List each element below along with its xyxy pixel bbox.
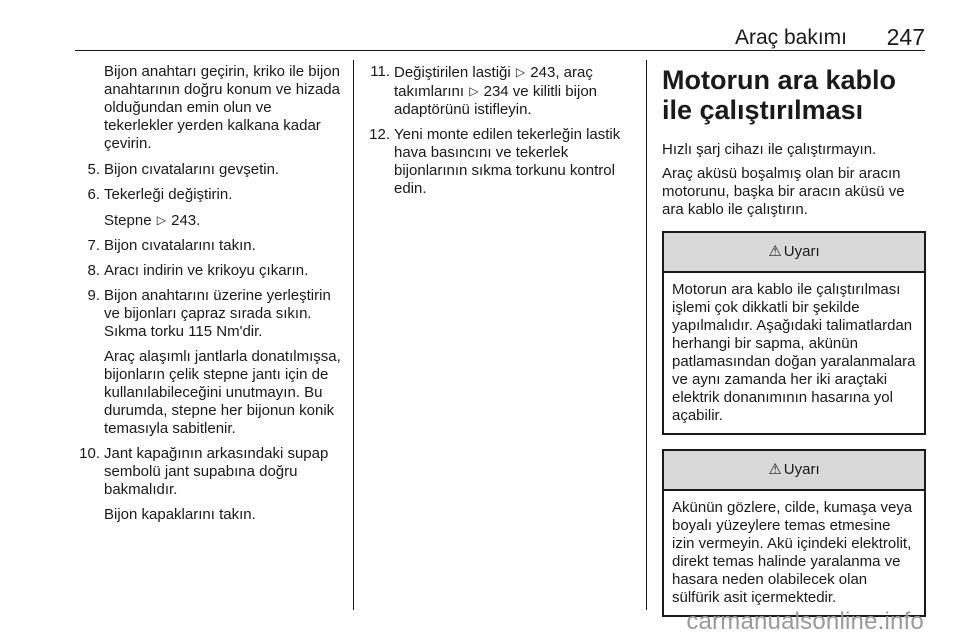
list-item xyxy=(70,237,342,255)
step-text xyxy=(394,63,636,119)
watermark: carmanualsonline.info xyxy=(686,608,924,635)
step-text-part: Değiştirilen lastiği xyxy=(394,64,511,81)
section-heading: Motorun ara kablo ile çalıştırılması xyxy=(662,65,897,125)
warning-title: Uyarı xyxy=(783,461,820,478)
page-reference-icon[interactable]: ▷ xyxy=(515,65,526,79)
warning-triangle-icon: ⚠ xyxy=(768,461,782,478)
warning-header xyxy=(664,451,924,491)
middle-column xyxy=(360,63,636,198)
warning-box xyxy=(662,231,926,435)
step-note: Bijon kapaklarını takın. xyxy=(104,506,256,523)
step-text: Bijon anahtarını üzerine yerleştirin ve bijonları çapraz sırada sıkın. Sıkma torku 115 Nm'dir. xyxy=(104,287,331,340)
step-text: Yeni monte edilen tekerleğin lastik hava basıncını ve tekerlek bijonlarının sıkma torkunu kontrol edin. xyxy=(394,126,621,197)
step-text: Bijon cıvatalarını takın. xyxy=(104,237,256,254)
list-item xyxy=(70,262,342,280)
column-divider-1 xyxy=(353,60,354,610)
page-reference-icon[interactable]: ▷ xyxy=(156,213,166,227)
step-number: 11. xyxy=(370,63,390,80)
page-header xyxy=(75,20,925,50)
page-reference-icon[interactable]: ▷ xyxy=(469,84,479,98)
step-note: Araç alaşımlı jantlarla donatılmışsa, bijonların çelik stepne jantı için de kullanılabileceğini unutmayın. Bu durumda, stepne her bijonun konik temasıyla sabitlenir. xyxy=(104,348,341,437)
right-column xyxy=(662,63,926,617)
paragraph: Araç aküsü boşalmış olan bir aracın motorunu, başka bir aracın aküsü ve ara kablo ile çalıştırın. xyxy=(662,165,905,218)
step-number: 12. xyxy=(369,126,390,143)
warning-header xyxy=(664,233,924,273)
warning-body: Akünün gözlere, cilde, kumaşa veya boyalı yüzeylere temas etmesine izin vermeyin. Akü içindeki elektrolit, direkt temas halinde yaralanma ve hasara neden olabilecek olan sülfürik asit içermektedir. xyxy=(672,499,913,606)
warning-box xyxy=(662,449,926,617)
step-note xyxy=(70,211,342,230)
note-text: Stepne xyxy=(104,212,152,229)
step-text-part: 234 ve kilitli bijon adaptörünü istifleyin. xyxy=(394,83,598,118)
page-number: 247 xyxy=(886,24,925,50)
left-column xyxy=(70,63,342,524)
step-text: Aracı indirin ve krikoyu çıkarın. xyxy=(104,262,309,279)
warning-title: Uyarı xyxy=(783,243,820,260)
list-item xyxy=(70,186,342,204)
step-number: 8. xyxy=(87,262,100,279)
list-item xyxy=(70,445,342,499)
list-item xyxy=(70,287,342,341)
step-text: Tekerleği değiştirin. xyxy=(104,186,233,203)
step-number: 10. xyxy=(79,445,100,462)
step-text-part: 243, araç takımlarını xyxy=(394,64,593,100)
step-number: 7. xyxy=(87,237,100,254)
list-item xyxy=(360,126,636,198)
step-4-continuation: Bijon anahtarı geçirin, kriko ile bijon anahtarının doğru konum ve hizada olduğundan emin olun ve tekerlekler yerden kalkana kadar çevirin. xyxy=(104,63,340,152)
header-rule xyxy=(75,50,925,51)
step-number: 9. xyxy=(87,287,100,304)
page-reference: 243. xyxy=(171,212,201,229)
list-item xyxy=(360,63,636,119)
warning-body: Motorun ara kablo ile çalıştırılması işlemi çok dikkatli bir şekilde yapılmalıdır. Aşağıdaki talimatlardan herhangi bir sapma, akünün patlamasından doğan yaralanmalara ve aynı zamanda her iki araçtaki elektrik donanımının hasarına yol açabilir. xyxy=(672,281,916,424)
step-number: 5. xyxy=(87,161,100,178)
section-title: Araç bakımı xyxy=(734,26,847,49)
step-number: 6. xyxy=(87,186,100,203)
step-text: Jant kapağının arkasındaki supap sembolü jant supabına doğru bakmalıdır. xyxy=(104,445,329,498)
warning-triangle-icon: ⚠ xyxy=(768,243,782,260)
column-divider-2 xyxy=(646,60,647,610)
list-item xyxy=(70,161,342,179)
step-text: Bijon cıvatalarını gevşetin. xyxy=(104,161,280,178)
paragraph: Hızlı şarj cihazı ile çalıştırmayın. xyxy=(662,141,877,158)
